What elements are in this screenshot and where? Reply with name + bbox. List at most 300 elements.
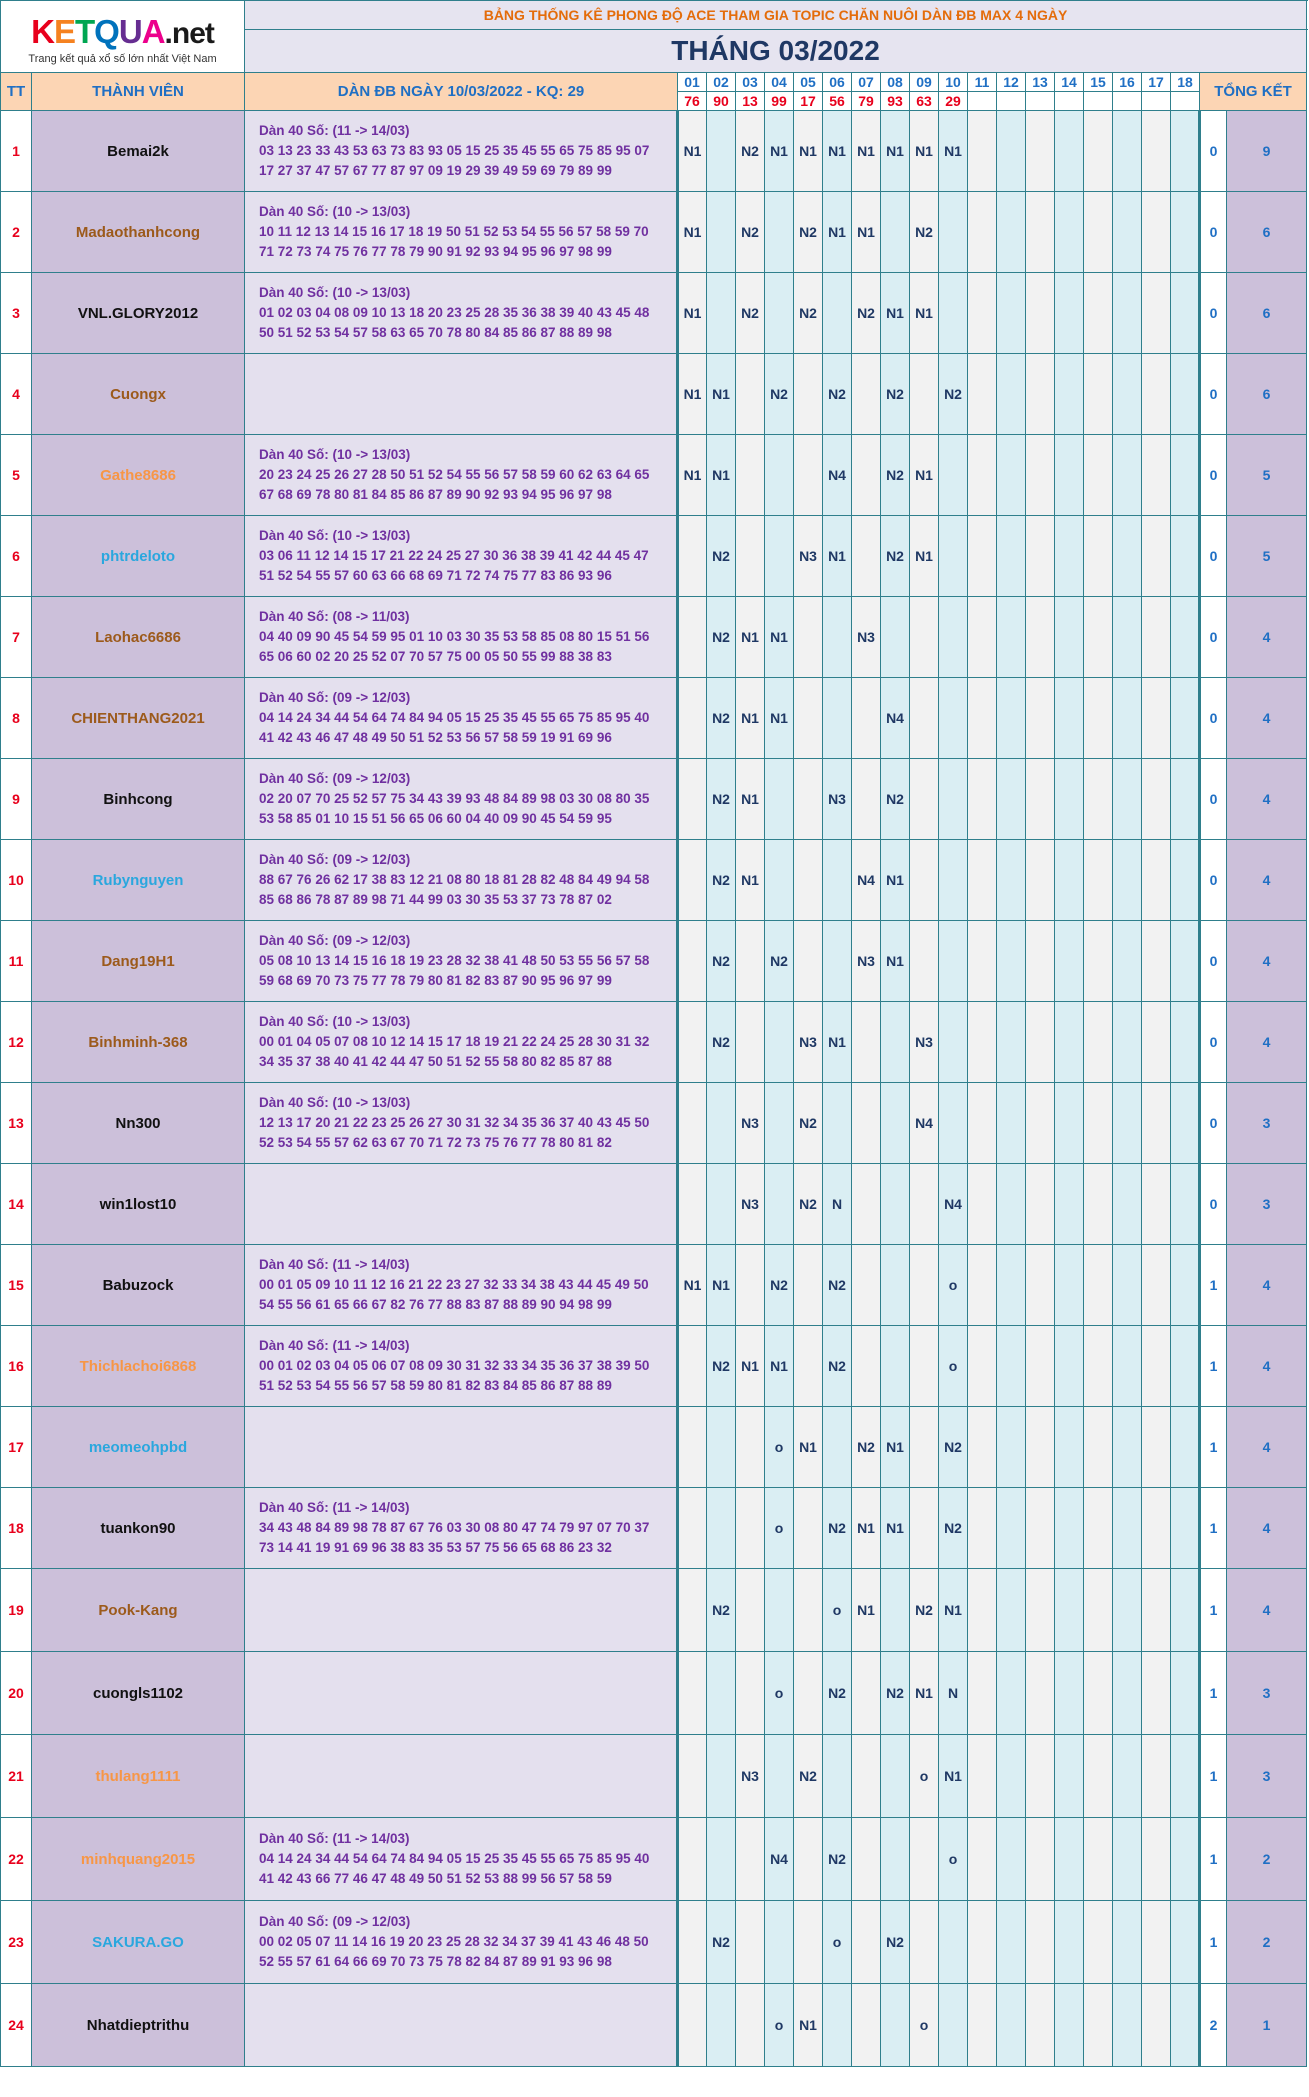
day-mark [1084, 1652, 1113, 1735]
total-count: 4 [1227, 921, 1307, 1002]
day-mark [1026, 597, 1055, 678]
dan-header: Dàn 40 Số: (10 -> 13/03) [259, 204, 411, 219]
dan-cell [245, 678, 678, 759]
dan-cell [245, 516, 678, 597]
header-day: 06 [823, 73, 852, 92]
day-mark [1084, 1735, 1113, 1818]
header-day: 16 [1113, 73, 1142, 92]
header-total: TỔNG KẾT [1200, 73, 1307, 111]
day-mark [1113, 1735, 1142, 1818]
result-number [1084, 92, 1113, 111]
day-mark: N2 [823, 1245, 852, 1326]
member-name[interactable]: SAKURA.GO [32, 1901, 245, 1984]
dan-numbers: 17 27 37 47 57 67 77 87 97 09 19 29 39 49 59 69 79 89 99 [259, 163, 612, 178]
lose-count: 0 [1200, 1002, 1227, 1083]
member-name[interactable]: thulang1111 [32, 1735, 245, 1818]
dan-numbers: 41 42 43 46 47 48 49 50 51 52 53 56 57 58 59 19 91 69 96 [259, 730, 612, 745]
day-mark [1084, 1901, 1113, 1984]
day-mark [1171, 354, 1200, 435]
day-mark [1171, 1984, 1200, 2067]
member-name[interactable]: Gathe8686 [32, 435, 245, 516]
day-mark [765, 1083, 794, 1164]
header-day: 01 [678, 73, 707, 92]
day-mark [968, 1488, 997, 1569]
table-row [1, 1083, 1307, 1164]
day-mark [1142, 1735, 1171, 1818]
day-mark [939, 1984, 968, 2067]
member-name[interactable]: Binhminh-368 [32, 1002, 245, 1083]
day-mark [1171, 759, 1200, 840]
day-mark [707, 1735, 736, 1818]
day-mark [736, 1818, 765, 1901]
dan-numbers: 04 14 24 34 44 54 64 74 84 94 05 15 25 35 45 55 65 75 85 95 40 [259, 1851, 650, 1866]
day-mark [1055, 1735, 1084, 1818]
day-mark [1084, 678, 1113, 759]
day-mark [852, 1164, 881, 1245]
ketqua-logo-text [1, 12, 244, 51]
day-mark: N2 [794, 1083, 823, 1164]
header-tt: TT [1, 73, 32, 111]
row-index: 10 [1, 840, 32, 921]
day-mark [968, 1245, 997, 1326]
day-mark [1026, 678, 1055, 759]
day-mark [1171, 1735, 1200, 1818]
day-mark [910, 354, 939, 435]
member-name[interactable]: CHIENTHANG2021 [32, 678, 245, 759]
day-mark [1026, 840, 1055, 921]
day-mark [707, 1818, 736, 1901]
dan-cell [245, 1083, 678, 1164]
dan-cell [245, 435, 678, 516]
dan-cell [245, 1569, 678, 1652]
dan-cell [245, 921, 678, 1002]
day-mark: N2 [939, 1407, 968, 1488]
day-mark [1055, 759, 1084, 840]
day-mark [1055, 1984, 1084, 2067]
day-mark [1113, 111, 1142, 192]
dan-cell [245, 111, 678, 192]
member-name[interactable]: Rubynguyen [32, 840, 245, 921]
day-mark: N1 [794, 111, 823, 192]
lose-count: 1 [1200, 1818, 1227, 1901]
lose-count: 0 [1200, 435, 1227, 516]
day-mark [968, 1818, 997, 1901]
day-mark [997, 1901, 1026, 1984]
logo-letter: K [31, 12, 54, 50]
dan-header: Dàn 40 Số: (09 -> 12/03) [259, 690, 411, 705]
dan-header: Dàn 40 Số: (11 -> 14/03) [259, 1257, 410, 1272]
day-mark [1113, 840, 1142, 921]
total-count: 6 [1227, 192, 1307, 273]
day-mark [939, 840, 968, 921]
day-mark: N1 [678, 354, 707, 435]
dan-cell [245, 1488, 678, 1569]
day-mark [1026, 1326, 1055, 1407]
day-mark [823, 1735, 852, 1818]
day-mark [1171, 1569, 1200, 1652]
day-mark [881, 1818, 910, 1901]
dan-numbers: 52 55 57 61 64 66 69 70 73 75 78 82 84 87 89 91 93 96 98 [259, 1954, 612, 1969]
day-mark: N1 [939, 111, 968, 192]
day-mark [852, 1901, 881, 1984]
day-mark [707, 1083, 736, 1164]
total-count: 3 [1227, 1164, 1307, 1245]
logo[interactable] [1, 1, 245, 73]
day-mark [1026, 111, 1055, 192]
day-mark [736, 516, 765, 597]
dan-header: Dàn 40 Số: (10 -> 13/03) [259, 285, 411, 300]
day-mark: o [765, 1984, 794, 2067]
day-mark [1026, 1164, 1055, 1245]
day-mark [794, 1488, 823, 1569]
total-count: 4 [1227, 1245, 1307, 1326]
day-mark: N3 [823, 759, 852, 840]
table-row [1, 840, 1307, 921]
day-mark [1026, 192, 1055, 273]
day-mark [852, 1245, 881, 1326]
day-mark [823, 678, 852, 759]
member-name[interactable]: Madaothanhcong [32, 192, 245, 273]
member-name[interactable]: tuankon90 [32, 1488, 245, 1569]
day-mark: o [765, 1488, 794, 1569]
dan-cell [245, 354, 678, 435]
member-name[interactable]: meomeohpbd [32, 1407, 245, 1488]
day-mark: N2 [939, 1488, 968, 1569]
day-mark [794, 1818, 823, 1901]
dan-numbers: 00 01 05 09 10 11 12 16 21 22 23 27 32 33 34 38 43 44 45 49 50 [259, 1277, 649, 1292]
day-mark [968, 516, 997, 597]
day-mark [1055, 354, 1084, 435]
dan-numbers: 03 06 11 12 14 15 17 21 22 24 25 27 30 36 38 39 41 42 44 45 47 [259, 548, 649, 563]
member-name[interactable]: Dang19H1 [32, 921, 245, 1002]
day-mark: N1 [939, 1735, 968, 1818]
day-mark: N2 [794, 192, 823, 273]
header-day: 14 [1055, 73, 1084, 92]
dan-cell [245, 1818, 678, 1901]
day-mark [1055, 921, 1084, 1002]
day-mark [794, 1652, 823, 1735]
header-day: 10 [939, 73, 968, 92]
day-mark [794, 435, 823, 516]
day-mark: N4 [881, 678, 910, 759]
day-mark [997, 1407, 1026, 1488]
header-day: 18 [1171, 73, 1200, 92]
day-mark [1026, 354, 1055, 435]
day-mark [1113, 273, 1142, 354]
row-index: 17 [1, 1407, 32, 1488]
result-number: 79 [852, 92, 881, 111]
dan-numbers: 04 14 24 34 44 54 64 74 84 94 05 15 25 35 45 55 65 75 85 95 40 [259, 710, 650, 725]
day-mark [997, 1735, 1026, 1818]
table-row [1, 1818, 1307, 1901]
table-row [1, 1002, 1307, 1083]
dan-numbers: 20 23 24 25 26 27 28 50 51 52 54 55 56 57 58 59 60 62 63 64 65 [259, 467, 650, 482]
day-mark [1055, 273, 1084, 354]
day-mark [1055, 1326, 1084, 1407]
result-number: 29 [939, 92, 968, 111]
day-mark [1171, 921, 1200, 1002]
member-name[interactable]: Pook-Kang [32, 1569, 245, 1652]
day-mark [1055, 597, 1084, 678]
day-mark [910, 1818, 939, 1901]
table-row [1, 1569, 1307, 1652]
lose-count: 0 [1200, 921, 1227, 1002]
day-mark [1084, 1326, 1113, 1407]
table-row [1, 1326, 1307, 1407]
day-mark [997, 840, 1026, 921]
logo-suffix: .net [164, 16, 214, 50]
day-mark [707, 273, 736, 354]
day-mark [1026, 1569, 1055, 1652]
table-row [1, 1901, 1307, 1984]
day-mark [910, 597, 939, 678]
day-mark [1142, 354, 1171, 435]
member-name[interactable]: win1lost10 [32, 1164, 245, 1245]
day-mark [1171, 678, 1200, 759]
day-mark [939, 516, 968, 597]
day-mark [1142, 840, 1171, 921]
day-mark [678, 1083, 707, 1164]
day-mark: N1 [881, 111, 910, 192]
day-mark [1113, 1002, 1142, 1083]
result-number [1026, 92, 1055, 111]
dan-cell [245, 273, 678, 354]
lose-count: 1 [1200, 1901, 1227, 1984]
day-mark [1084, 111, 1113, 192]
day-mark [1113, 921, 1142, 1002]
day-mark [678, 1735, 707, 1818]
total-count: 1 [1227, 1984, 1307, 2067]
day-mark [1084, 1083, 1113, 1164]
day-mark [1171, 1488, 1200, 1569]
table-row [1, 759, 1307, 840]
day-mark [1142, 1245, 1171, 1326]
day-mark [1142, 192, 1171, 273]
day-mark [1084, 1407, 1113, 1488]
day-mark [1113, 1326, 1142, 1407]
logo-tagline: Trang kết quả xổ số lớn nhất Việt Nam [28, 52, 217, 65]
day-mark: N1 [765, 111, 794, 192]
day-mark [765, 1735, 794, 1818]
day-mark [968, 354, 997, 435]
day-mark [1026, 1652, 1055, 1735]
day-mark: N2 [707, 516, 736, 597]
day-mark [736, 354, 765, 435]
dan-numbers: 41 42 43 66 77 46 47 48 49 50 51 52 53 88 99 56 57 58 59 [259, 1871, 612, 1886]
day-mark [678, 1407, 707, 1488]
dan-header: Dàn 40 Số: (11 -> 14/03) [259, 123, 410, 138]
header-day: 02 [707, 73, 736, 92]
dan-cell [245, 1326, 678, 1407]
day-mark: N1 [881, 840, 910, 921]
day-mark: N1 [852, 1488, 881, 1569]
day-mark [1084, 759, 1113, 840]
member-name[interactable]: Nn300 [32, 1083, 245, 1164]
day-mark [852, 354, 881, 435]
member-name[interactable]: Thichlachoi6868 [32, 1326, 245, 1407]
day-mark [1084, 1245, 1113, 1326]
total-count: 3 [1227, 1083, 1307, 1164]
row-index: 20 [1, 1652, 32, 1735]
day-mark [1113, 759, 1142, 840]
lose-count: 1 [1200, 1245, 1227, 1326]
day-mark [1113, 1164, 1142, 1245]
day-mark [881, 192, 910, 273]
day-mark: N1 [910, 273, 939, 354]
member-name[interactable]: Babuzock [32, 1245, 245, 1326]
day-mark [1171, 111, 1200, 192]
row-index: 5 [1, 435, 32, 516]
day-mark [1142, 1652, 1171, 1735]
dan-cell [245, 1735, 678, 1818]
day-mark [852, 1984, 881, 2067]
day-mark [1084, 597, 1113, 678]
member-name[interactable]: Bemai2k [32, 111, 245, 192]
day-mark: N2 [707, 921, 736, 1002]
day-mark [1113, 1901, 1142, 1984]
day-mark: N3 [736, 1735, 765, 1818]
day-mark [910, 1164, 939, 1245]
table-row [1, 516, 1307, 597]
day-mark: N1 [823, 192, 852, 273]
day-mark [1055, 111, 1084, 192]
day-mark: N2 [881, 759, 910, 840]
day-mark [1113, 597, 1142, 678]
day-mark: N2 [794, 1735, 823, 1818]
row-index: 4 [1, 354, 32, 435]
logo-letter: T [75, 12, 95, 50]
day-mark [765, 516, 794, 597]
day-mark [939, 192, 968, 273]
day-mark [910, 759, 939, 840]
member-name[interactable]: Binhcong [32, 759, 245, 840]
day-mark [794, 1569, 823, 1652]
day-mark [968, 597, 997, 678]
day-mark [794, 354, 823, 435]
day-mark [1084, 354, 1113, 435]
day-mark [823, 1083, 852, 1164]
day-mark [939, 273, 968, 354]
total-count: 5 [1227, 435, 1307, 516]
member-name[interactable]: minhquang2015 [32, 1818, 245, 1901]
result-number [997, 92, 1026, 111]
day-mark [678, 1652, 707, 1735]
day-mark: N1 [910, 435, 939, 516]
day-mark: N2 [823, 1326, 852, 1407]
day-mark [1142, 1984, 1171, 2067]
header-day: 17 [1142, 73, 1171, 92]
day-mark [736, 1652, 765, 1735]
day-mark [794, 597, 823, 678]
day-mark [678, 597, 707, 678]
day-mark [823, 1984, 852, 2067]
day-mark [1142, 1569, 1171, 1652]
day-mark [1142, 1326, 1171, 1407]
row-index: 6 [1, 516, 32, 597]
day-mark [1171, 273, 1200, 354]
member-name[interactable]: Laohac6686 [32, 597, 245, 678]
day-mark [910, 678, 939, 759]
member-name[interactable]: Cuongx [32, 354, 245, 435]
total-count: 4 [1227, 1326, 1307, 1407]
lose-count: 1 [1200, 1488, 1227, 1569]
day-mark [1113, 1245, 1142, 1326]
day-mark: N2 [910, 1569, 939, 1652]
day-mark [736, 1488, 765, 1569]
day-mark [852, 516, 881, 597]
day-mark: N1 [881, 1488, 910, 1569]
row-index: 12 [1, 1002, 32, 1083]
day-mark [910, 1407, 939, 1488]
header-dan: DÀN ĐB NGÀY 10/03/2022 - KQ: 29 [245, 73, 678, 111]
day-mark [1113, 1984, 1142, 2067]
day-mark [1055, 435, 1084, 516]
member-name[interactable]: Nhatdieptrithu [32, 1984, 245, 2067]
day-mark: N2 [881, 1652, 910, 1735]
table-row [1, 1245, 1307, 1326]
row-index: 22 [1, 1818, 32, 1901]
day-mark: N4 [939, 1164, 968, 1245]
day-mark [1113, 678, 1142, 759]
day-mark [1055, 1164, 1084, 1245]
day-mark [1026, 1488, 1055, 1569]
day-mark: N2 [736, 192, 765, 273]
day-mark: N1 [823, 1002, 852, 1083]
day-mark [852, 1818, 881, 1901]
header-day: 12 [997, 73, 1026, 92]
day-mark [1142, 1164, 1171, 1245]
table-row [1, 354, 1307, 435]
lose-count: 0 [1200, 354, 1227, 435]
header-day: 15 [1084, 73, 1113, 92]
lose-count: 0 [1200, 1083, 1227, 1164]
member-name[interactable]: cuongls1102 [32, 1652, 245, 1735]
day-mark [1171, 1245, 1200, 1326]
day-mark [997, 111, 1026, 192]
day-mark [736, 435, 765, 516]
row-index: 2 [1, 192, 32, 273]
member-rows [1, 111, 1307, 2067]
day-mark [1142, 1901, 1171, 1984]
day-mark [1113, 354, 1142, 435]
day-mark: N1 [707, 354, 736, 435]
day-mark [794, 921, 823, 1002]
row-index: 15 [1, 1245, 32, 1326]
day-mark: N2 [736, 273, 765, 354]
total-count: 4 [1227, 840, 1307, 921]
day-mark [707, 1652, 736, 1735]
day-mark [1084, 1002, 1113, 1083]
member-name[interactable]: phtrdeloto [32, 516, 245, 597]
header-member: THÀNH VIÊN [32, 73, 245, 111]
day-mark [910, 840, 939, 921]
day-mark: N1 [794, 1407, 823, 1488]
member-name[interactable]: VNL.GLORY2012 [32, 273, 245, 354]
day-mark [997, 1002, 1026, 1083]
day-mark: N2 [881, 435, 910, 516]
day-mark: N1 [823, 516, 852, 597]
day-mark: N1 [852, 111, 881, 192]
day-mark [968, 1164, 997, 1245]
day-mark [968, 1002, 997, 1083]
result-number: 13 [736, 92, 765, 111]
day-mark [1113, 1407, 1142, 1488]
day-mark [1026, 921, 1055, 1002]
total-count: 4 [1227, 678, 1307, 759]
day-mark [1055, 192, 1084, 273]
result-number [1113, 92, 1142, 111]
day-mark [736, 921, 765, 1002]
